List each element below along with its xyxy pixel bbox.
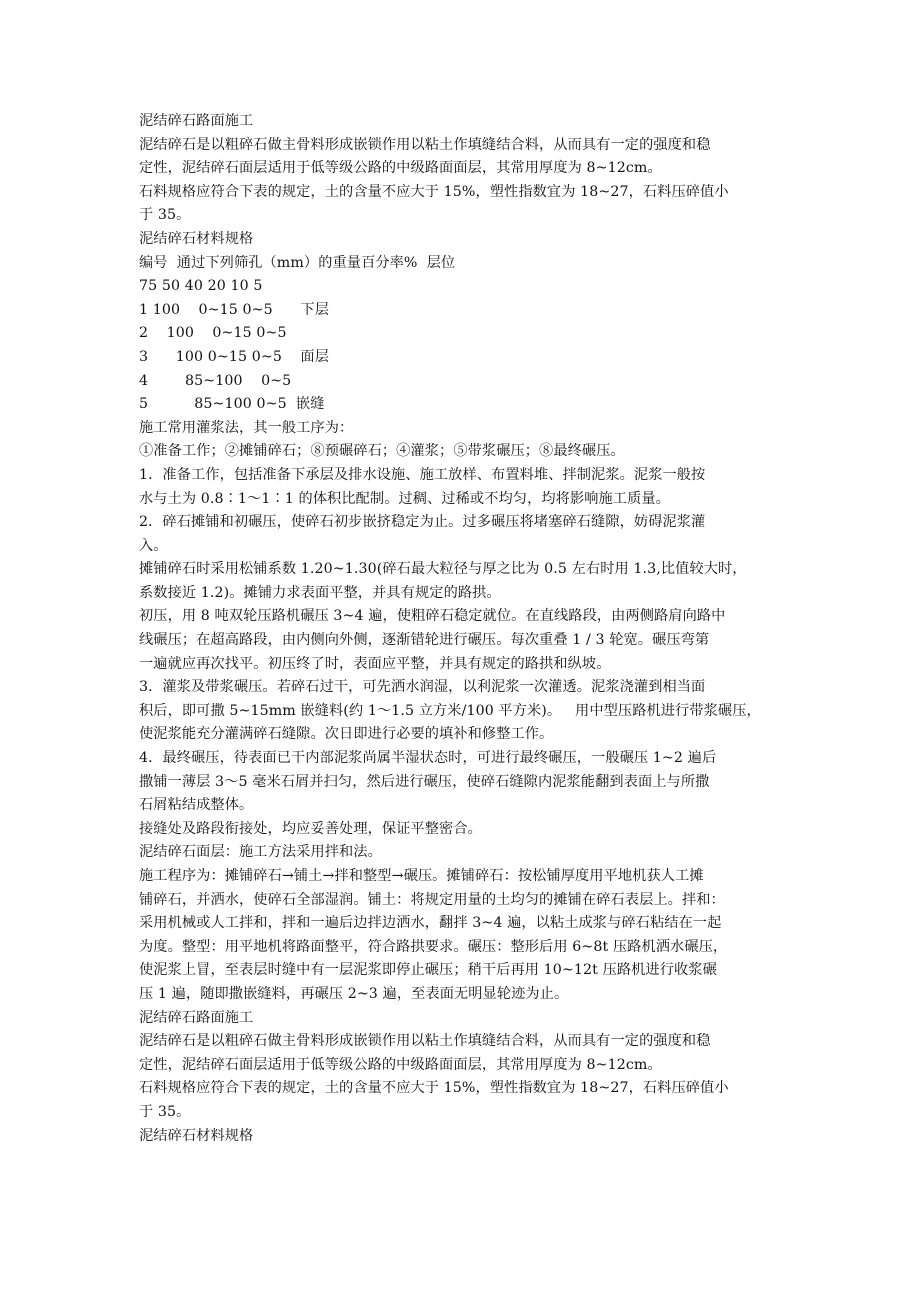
- text-line: 系数接近 1.2)。摊铺力求表面平整，并具有规定的路拱。: [139, 584, 501, 601]
- text-line: 泥结碎石面层：施工方法采用拌和法。: [139, 844, 382, 861]
- text-line: 1 100 0~15 0~5 下层: [139, 301, 330, 318]
- text-line: 铺碎石，并洒水，使碎石全部湿润。铺土：将规定用量的土均匀的摊铺在碎石表层上。拌和：: [139, 891, 725, 908]
- text-line: 定性，泥结碎石面层适用于低等级公路的中级路面面层，其常用厚度为 8~12cm。: [139, 160, 662, 177]
- text-line: 采用机械或人工拌和，拌和一遍后边拌边洒水，翻拌 3~4 遍，以粘土成浆与碎石粘结在一起: [139, 915, 722, 932]
- text-line: 4 85~100 0~5: [139, 372, 292, 389]
- text-line: 于 35。: [139, 1103, 191, 1120]
- text-line: 4．最终碾压，待表面已干内部泥浆尚属半湿状态时，可进行最终碾压，一般碾压 1~2 遍后: [139, 750, 717, 767]
- text-line: 3．灌浆及带浆碾压。若碎石过干，可先洒水润湿，以利泥浆一次灌透。泥浆浇灌到相当面: [139, 679, 706, 696]
- text-line: 压 1 遍，随即撒嵌缝料，再碾压 2~3 遍，至表面无明显轮迹为止。: [139, 985, 569, 1002]
- text-line: 泥结碎石路面施工: [139, 113, 254, 129]
- text-line: 定性，泥结碎石面层适用于低等级公路的中级路面面层，其常用厚度为 8~12cm。: [139, 1056, 662, 1073]
- document-body: [139, 110, 794, 1148]
- text-line: 泥结碎石路面施工: [139, 1009, 254, 1026]
- text-line: 2．碎石摊铺和初碾压，使碎石初步嵌挤稳定为止。过多碾压将堵塞碎石缝隙，妨碍泥浆灌: [139, 514, 706, 531]
- text-line: 5 85~100 0~5 嵌缝: [139, 396, 325, 413]
- text-line: 泥结碎石是以粗碎石做主骨料形成嵌锁作用以粘土作填缝结合料，从而具有一定的强度和稳: [139, 136, 711, 153]
- text-line: 2 100 0~15 0~5: [139, 325, 287, 342]
- text-line: 泥结碎石是以粗碎石做主骨料形成嵌锁作用以粘土作填缝结合料，从而具有一定的强度和稳: [139, 1033, 711, 1050]
- text-line: 于 35。: [139, 207, 191, 224]
- text-line: 水与土为 0.8∶1～1∶1 的体积比配制。过稠、过稀或不均匀，均将影响施工质量。: [139, 490, 670, 507]
- text-line: 为度。整型：用平地机将路面整平，符合路拱要求。碾压：整形后用 6~8t 压路机洒水碾压，: [139, 938, 728, 955]
- text-line: 入。: [139, 537, 168, 554]
- text-line: 石料规格应符合下表的规定，土的含量不应大于 15%，塑性指数宜为 18~27，石料压碎值小: [139, 183, 729, 200]
- text-line: 使泥浆上冒，至表层时缝中有一层泥浆即停止碾压；稍干后再用 10~12t 压路机进行收浆碾: [139, 962, 717, 979]
- text-line: 75 50 40 20 10 5: [139, 278, 263, 295]
- text-line: 摊铺碎石时采用松铺系数 1.20~1.30(碎石最大粒径与厚之比为 0.5 左右时用 1.3,比值较大时，: [139, 561, 747, 578]
- text-line: 使泥浆能充分灌满碎石缝隙。次日即进行必要的填补和修整工作。: [139, 726, 554, 743]
- text-line: 线碾压；在超高路段，由内侧向外侧，逐渐错轮进行碾压。每次重叠 1 / 3 轮宽。碾压弯第: [139, 632, 710, 649]
- text-line: 泥结碎石材料规格: [139, 1127, 254, 1144]
- text-line: 积后，即可撒 5~15mm 嵌缝料(约 1～1.5 立方米/100 平方米)。 用中型压路机进行带浆碾压，: [139, 702, 761, 719]
- text-line: 撒铺一薄层 3～5 毫米石屑并扫匀，然后进行碾压，使碎石缝隙内泥浆能翻到表面上与所撒: [139, 773, 710, 790]
- text-line: 3 100 0~15 0~5 面层: [139, 348, 330, 365]
- text-line: 一遍就应再次找平。初压终了时，表面应平整，并具有规定的路拱和纵坡。: [139, 655, 611, 672]
- text-line: 泥结碎石材料规格: [139, 230, 254, 247]
- text-line: 施工常用灌浆法，其一般工序为：: [139, 419, 354, 436]
- text-line: 1．准备工作，包括准备下承层及排水设施、施工放样、布置料堆、拌制泥浆。泥浆一般按: [139, 466, 706, 483]
- text-line: 石料规格应符合下表的规定，土的含量不应大于 15%，塑性指数宜为 18~27，石料压碎值小: [139, 1080, 729, 1097]
- text-line: 初压，用 8 吨双轮压路机碾压 3~4 遍，使粗碎石稳定就位。在直线路段，由两侧路肩向路中: [139, 608, 726, 625]
- text-line: ①准备工作；②摊铺碎石；⑧预碾碎石；④灌浆；⑤带浆碾压；⑧最终碾压。: [139, 443, 625, 460]
- text-line: 石屑粘结成整体。: [139, 797, 254, 814]
- text-line: 编号 通过下列筛孔（mm）的重量百分率% 层位: [139, 254, 456, 271]
- text-line: 施工程序为：摊铺碎石→铺土→拌和整型→碾压。摊铺碎石：按松铺厚度用平地机获人工摊: [139, 868, 704, 884]
- text-line: 接缝处及路段衔接处，均应妥善处理，保证平整密合。: [139, 820, 482, 837]
